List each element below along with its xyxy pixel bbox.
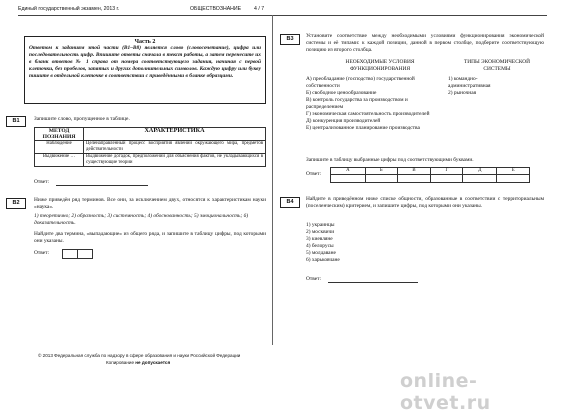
task-tag-b1: B1 bbox=[6, 116, 26, 127]
b1-row1-method: Наблюдение bbox=[35, 141, 84, 154]
b3-letter-d: Д bbox=[463, 168, 497, 175]
b3-letter-a: А bbox=[331, 168, 366, 175]
list-item: 4) белорусы bbox=[306, 243, 334, 249]
footer-copyright: © 2013 Федеральная служба по надзору в сфере образования и науки Российской Федерации bbox=[38, 353, 241, 358]
b3-letter-e: Е bbox=[497, 168, 530, 175]
task-tag-b2: B2 bbox=[6, 198, 26, 209]
list-item: 5) молдаване bbox=[306, 250, 336, 256]
b2-answer-label: Ответ: bbox=[34, 250, 50, 256]
b3-write-prompt: Запишите в таблицу выбранные цифры под соответствующими буквами. bbox=[306, 157, 474, 163]
b3-letter-g: Г bbox=[431, 168, 463, 175]
footer-copy-notice bbox=[106, 360, 170, 365]
b4-answer-line[interactable] bbox=[328, 282, 418, 283]
list-item: 1) командно-административная bbox=[448, 76, 491, 89]
b3-types bbox=[448, 76, 518, 97]
b1-row2-method: Выдвижение … bbox=[35, 154, 84, 167]
header-rule bbox=[18, 15, 547, 16]
b3-answer-table bbox=[330, 167, 530, 183]
b3-letter-b: Б bbox=[365, 168, 397, 175]
b3-col2-title: ТИПЫ ЭКОНОМИЧЕСКОЙ СИСТЕМЫ bbox=[463, 59, 531, 72]
b3-answer-cell[interactable] bbox=[497, 175, 530, 183]
b1-table bbox=[34, 127, 266, 167]
b2-terms: 1) теоретично; 2) образность; 3) системность; 4) обоснованность; 5) эмоциональность; 6) доказательность. bbox=[34, 213, 249, 226]
b1-answer-line[interactable] bbox=[56, 185, 148, 186]
b3-answer-cell[interactable] bbox=[365, 175, 397, 183]
b3-text: Установите соответствие между необходимыми условиями функционирования экономической системы и её типами: к каждой позиции, данной в первом столбце, подберите соответствующую позицию из второго столбца. bbox=[306, 33, 544, 53]
b4-answer-label: Ответ: bbox=[306, 276, 322, 282]
list-item: Г) экономическая самостоятельность производителей bbox=[306, 111, 430, 117]
b3-answer-cell[interactable] bbox=[331, 175, 366, 183]
footer-copy-forbidden: не допускается bbox=[135, 360, 171, 365]
list-item: Е) централизованное планирование производства bbox=[306, 125, 420, 131]
header-left: Единый государственный экзамен, 2013 г. bbox=[18, 6, 120, 12]
b3-answer-label: Ответ: bbox=[306, 171, 322, 177]
table-row bbox=[35, 141, 266, 154]
b1-prompt: Запишите слово, пропущенное в таблице. bbox=[34, 116, 130, 122]
b2-text: Ниже приведён ряд терминов. Все они, за исключением двух, относятся к характеристикам науки «наука». bbox=[34, 197, 266, 210]
b3-conditions bbox=[306, 76, 436, 132]
list-item: 2) москвичи bbox=[306, 229, 335, 235]
table-row bbox=[35, 154, 266, 167]
b3-letter-v: В bbox=[397, 168, 431, 175]
b1-answer-label: Ответ: bbox=[34, 179, 50, 185]
b3-answer-cell[interactable] bbox=[431, 175, 463, 183]
list-item: А) преобладание (господство) государственной собственности bbox=[306, 76, 415, 89]
watermark: online-otvet.ru bbox=[400, 370, 491, 414]
list-item: Д) конкуренция производителей bbox=[306, 118, 381, 124]
list-item: 1) украинцы bbox=[306, 222, 335, 228]
header-right: 4 / 7 bbox=[254, 6, 265, 12]
b3-col1-title: НЕОБХОДИМЫЕ УСЛОВИЯ ФУНКЦИОНИРОВАНИЯ bbox=[345, 59, 415, 72]
b1-col-desc: ХАРАКТЕРИСТИКА bbox=[84, 128, 266, 141]
b4-text: Найдите в приведённом ниже списке общности, образованные в соответствии с территориальным (поселенческим) критерием, и запишите цифры, под которыми они указаны. bbox=[306, 196, 544, 209]
b4-items bbox=[306, 222, 340, 264]
column-separator bbox=[272, 15, 273, 345]
b2-answer-cell-1[interactable] bbox=[62, 249, 78, 259]
b2-answer-cell-2[interactable] bbox=[77, 249, 93, 259]
footer-copy-text: Копирование bbox=[106, 360, 136, 365]
task-tag-b4: B4 bbox=[280, 197, 300, 208]
part2-title: Часть 2 bbox=[134, 39, 156, 45]
list-item: 3) киевляне bbox=[306, 236, 333, 242]
task-tag-b3: B3 bbox=[280, 34, 300, 45]
b3-answer-cell[interactable] bbox=[397, 175, 431, 183]
b1-row2-desc: Выдвижение догадок, предположений для объяснения фактов, не укладывающихся в существующие теории bbox=[84, 154, 266, 167]
list-item: Б) свободное ценообразование bbox=[306, 90, 377, 96]
list-item: В) контроль государства за производством и распределением bbox=[306, 97, 408, 110]
part2-instruction-box bbox=[24, 36, 266, 104]
b2-task: Найдите два термина, «выпадающие» из общего ряда, и запишите в таблицу цифры, под которыми они указаны. bbox=[34, 231, 266, 244]
list-item: 2) рыночная bbox=[448, 90, 477, 96]
header-center: ОБЩЕСТВОЗНАНИЕ bbox=[190, 6, 242, 12]
b1-row1-desc: Целенаправленный процесс восприятия явлений окружающего мира, предметов действительности bbox=[84, 141, 266, 154]
list-item: 6) харьковчане bbox=[306, 257, 340, 263]
b1-col-method: МЕТОД ПОЗНАНИЯ bbox=[35, 128, 84, 141]
part2-instruction: Ответом к заданиям этой части (В1–В8) является слово (словосочетание), цифра или последовательность цифр. Впишите ответы сначала в текст работы, а затем перенесите их в бланк ответов № 1 справа от номера соответствующего задания, начиная с первой клеточки, без пробелов, запятых и других дополнительных символов. Каждую цифру или букву пишите в отдельной клеточке в соответствии с приведёнными в бланке образцами. bbox=[29, 45, 261, 79]
b3-answer-cell[interactable] bbox=[463, 175, 497, 183]
